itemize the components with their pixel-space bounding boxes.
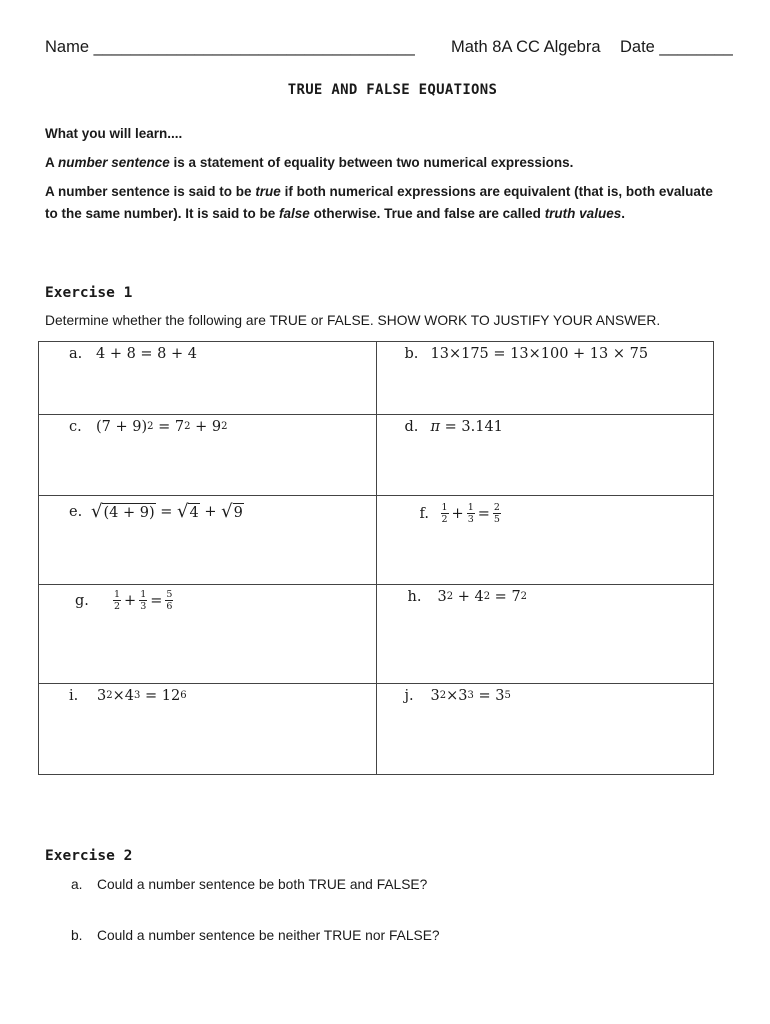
answer-cell-j[interactable] xyxy=(376,684,714,775)
answer-cell-a[interactable] xyxy=(39,342,377,415)
item-label: h. xyxy=(407,589,422,605)
answer-cell-e[interactable] xyxy=(39,496,377,585)
definition-paragraph: A number sentence is a statement of equality between two numerical expressions. xyxy=(45,155,574,170)
item-label: a. xyxy=(69,346,83,362)
name-field[interactable]: Name ___________________________________ xyxy=(45,38,415,56)
equation-f: $\frac{1}{2}$ + $\frac{1}{3}$ = $\frac{2}{5}$ xyxy=(441,502,500,525)
item-label: g. xyxy=(75,592,89,609)
answer-cell-h[interactable] xyxy=(376,585,714,684)
exercise-1-heading: Exercise 1 xyxy=(45,285,133,301)
exercise-1-instruction: Determine whether the following are TRUE or FALSE. SHOW WORK TO JUSTIFY YOUR ANSWER. xyxy=(45,313,661,328)
date-field[interactable]: Date ________ xyxy=(620,38,733,56)
item-label: i. xyxy=(69,688,79,704)
exercise-2-heading: Exercise 2 xyxy=(45,848,133,864)
item-label: d. xyxy=(404,419,419,435)
equation-b: 13×175 = 13×100 + 13 × 75 xyxy=(430,346,649,362)
question-a: a. Could a number sentence be both TRUE and FALSE? xyxy=(71,877,428,892)
course-title: Math 8A CC Algebra xyxy=(451,38,601,56)
exercise-1-table xyxy=(38,341,714,775)
answer-cell-c[interactable] xyxy=(39,415,377,496)
answer-cell-g[interactable] xyxy=(39,585,377,684)
truth-paragraph: A number sentence is said to be true if both numerical expressions are equivalent (that is, both evaluate to the same number). It is said to be false otherwise. True and false are called truth values. xyxy=(45,184,713,221)
question-b: b. Could a number sentence be neither TRUE nor FALSE? xyxy=(71,928,440,943)
item-label: j. xyxy=(404,688,414,704)
answer-cell-b[interactable] xyxy=(376,342,714,415)
item-label: e. xyxy=(69,504,83,520)
equation-j: 3 2 ×3 3 = 3 5 xyxy=(430,688,511,704)
answer-cell-f[interactable] xyxy=(376,496,714,585)
item-label: c. xyxy=(69,419,82,435)
term-number-sentence: number sentence xyxy=(58,155,170,170)
item-label: f. xyxy=(419,505,429,522)
equation-g: $\frac{1}{2}$ + $\frac{1}{3}$ = $\frac{5}{6}$ xyxy=(114,589,173,612)
equation-a: 4 + 8 = 8 + 4 xyxy=(96,346,198,362)
answer-cell-i[interactable] xyxy=(39,684,377,775)
equation-d: π = 3.141 xyxy=(430,419,503,435)
equation-c: (7 + 9) 2 = 7 2 + 9 2 xyxy=(96,419,228,435)
learn-heading: What you will learn.... xyxy=(45,126,183,141)
equation-h: 3 2 + 4 2 = 7 2 xyxy=(437,589,528,605)
answer-cell-d[interactable] xyxy=(376,415,714,496)
equation-i: 3 2 ×4 3 = 12 6 xyxy=(97,688,187,704)
equation-e: √ (4 + 9) = √ 4 + √ 9 xyxy=(91,501,243,522)
page-title: TRUE AND FALSE EQUATIONS xyxy=(287,82,498,98)
item-label: b. xyxy=(404,346,419,362)
